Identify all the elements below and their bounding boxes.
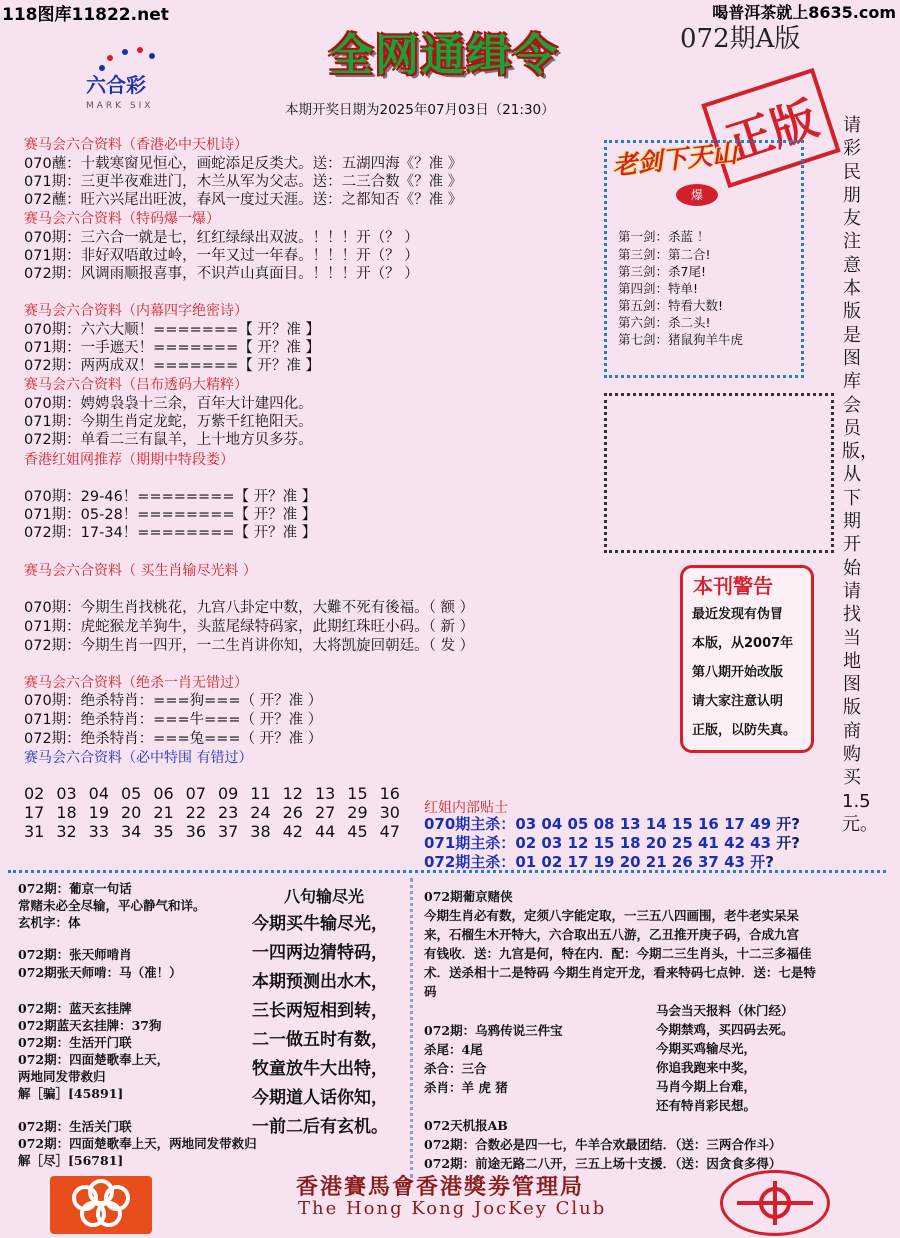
bottom-right-line: 072期：乌鸦传说三件宝	[424, 1023, 563, 1038]
logo-subtext: MARK SIX	[86, 101, 154, 111]
site-link-right[interactable]: 喝普洱茶就上8635.com	[712, 3, 896, 22]
hkjc-emblem-logo	[50, 1176, 152, 1234]
main-kill-row	[424, 815, 800, 834]
section-header: 香港红姐网推荐（期期中特段娄）	[24, 452, 234, 468]
number-cell: 27	[314, 803, 336, 822]
section-header: 赛马会六合资料（吕布透码大精粹）	[24, 377, 248, 393]
number-cell: 16	[379, 784, 400, 803]
number-cell: 05	[120, 784, 142, 803]
section-line: 072期：绝杀特肖：===兔===（ 开？准 ）	[24, 731, 323, 747]
special-header: 赛马会六合资料（必中特围 有错过）	[24, 750, 253, 766]
number-cell: 15	[347, 784, 368, 803]
number-cell: 36	[185, 822, 206, 841]
number-cell: 32	[56, 822, 77, 841]
main-kill-label: 070期主杀：	[424, 815, 516, 833]
section-line: 072期：今期生肖一四开，一二生肖讲你知，大将凯旋回朝廷。（ 发 ）	[24, 638, 475, 654]
number-cell: 02	[24, 784, 45, 803]
poem-line: 本期预测出水木，	[252, 972, 388, 992]
logo-text: 六合彩	[86, 73, 146, 97]
bottom-right-line: 有钱收．送：九宫是何，特在内．配：今期二三生肖头，十二三多福佳	[424, 946, 812, 961]
main-kill-label: 071期主杀：	[424, 834, 516, 852]
number-cell: 11	[250, 784, 271, 803]
lottery-board-logo	[720, 1170, 830, 1236]
draw-date: 本期开奖日期为2025年07月03日（21:30）	[285, 102, 555, 118]
warning-line: 本版，从2007年	[692, 636, 794, 651]
bottom-right-line: 072期：合数必是四一七，牛羊合欢最团结．（送：三两合作斗）	[424, 1137, 782, 1152]
bottom-left-line: 072期：生活开门联	[18, 1035, 132, 1050]
bottom-left-line: 072期：蓝天玄挂牌	[18, 1001, 132, 1016]
poem-line: 一四两边猜特码，	[252, 943, 388, 963]
bottom-right-line: 杀尾：4尾	[424, 1042, 483, 1057]
poem-title: 八句输尽光	[284, 887, 365, 906]
number-cell: 45	[347, 822, 368, 841]
section-line: 072期：17-34！========【 开？准 】	[24, 525, 317, 541]
poem-line: 二一做五时有数，	[252, 1030, 388, 1050]
section-line: 071期：非好双唔敢过岭，一年又过一年春。！！！开（？ ）	[24, 248, 419, 264]
bottom-right-line: 码	[424, 984, 437, 999]
number-cell: 34	[120, 822, 142, 841]
main-kill-title: 红姐内部贴士	[424, 800, 508, 816]
bottom-left-line: 玄机字：体	[18, 915, 81, 930]
bottom-right-line: 来，石榴生木开特大，六合取出五八游，乙丑推开庚子码，合成九宫	[424, 927, 800, 942]
bottom-left-line: 072期：四面楚歌奉上天，	[18, 1052, 170, 1067]
bottom-left-line: 解［骗］[45891]	[18, 1086, 124, 1101]
horse-report-line: 还有特肖彩民想。	[656, 1098, 757, 1113]
horse-report-line: 你追我跑来中奖，	[656, 1060, 757, 1075]
warning-title: 本刊警告	[693, 574, 773, 598]
bottom-left-line: 072期张天师啃：马（准！）	[18, 965, 182, 980]
poem-line: 一前二后有玄机。	[252, 1117, 388, 1137]
number-row	[24, 784, 400, 803]
main-kill-mark: 开?	[776, 834, 800, 852]
section-line: 071期：今期生肖定龙蛇，万紫千红艳阳天。	[24, 414, 313, 430]
section-line: 070期：29-46！========【 开？准 】	[24, 489, 317, 505]
sword-tip: 第六剑：杀二头!	[618, 315, 711, 330]
number-cell: 09	[217, 784, 239, 803]
panel-divider	[410, 878, 413, 1178]
official-stamp: 正版	[701, 68, 840, 188]
sword-tip: 第三剑：杀7尾!	[618, 264, 706, 279]
section-line: 072期：风调雨顺报喜事，不识芦山真面目。！！！开（？ ）	[24, 266, 419, 282]
bottom-right-line: 杀合：三合	[424, 1061, 487, 1076]
section-line: 070期：娉娉袅袅十三余，百年大计建四化。	[24, 396, 313, 412]
main-kill-row	[424, 834, 800, 853]
horse-report-title: 马会当天报料（休门经）	[656, 1003, 794, 1018]
section-line: 071期：05-28！========【 开？准 】	[24, 507, 317, 523]
bottom-right-line: 072期：前途无路二八开，三五上场十支援．（送：因贪食多得）	[424, 1156, 782, 1171]
poem-line: 牧童放牛大出特，	[252, 1059, 388, 1079]
number-cell: 42	[282, 822, 303, 841]
section-line: 072期：单看二三有鼠羊，上十地方贝多芬。	[24, 432, 313, 448]
poem-line: 今期买牛输尽光，	[252, 914, 388, 934]
sword-tips-title: 老剑下天山	[610, 138, 739, 181]
section-line: 072蘸：旺六兴尾出旺波，春风一度过天涯。送：之都知否《？准 》	[24, 192, 463, 208]
side-notice: 请彩民朋友注意本版是图库会员版，从下期开始请找当地图版商购买1.5元。	[842, 115, 878, 835]
footer-english-name: The Hong Kong JocKey Club	[298, 1198, 607, 1219]
number-row	[24, 803, 400, 822]
number-cell: 33	[88, 822, 110, 841]
sword-tip: 第四剑：特单!	[618, 281, 699, 296]
bottom-left-line: 072期：张天师啃肖	[18, 947, 132, 962]
warning-line: 最近发现有伪冒	[692, 607, 784, 622]
number-cell: 04	[88, 784, 110, 803]
bottom-right-line: 术．送杀相十二是特码 今期生肖定开龙，看来特码七点钟．送：七是特	[424, 965, 816, 980]
number-cell: 29	[347, 803, 368, 822]
number-cell: 26	[282, 803, 303, 822]
number-cell: 38	[250, 822, 271, 841]
sword-tip: 第七剑：猪鼠狗羊牛虎	[618, 332, 744, 347]
bottom-left-line: 072期：四面楚歌奉上天，两地同发带救归	[18, 1136, 257, 1151]
bottom-right-line: 今期生肖必有数，定须八字能定取，一三五八四画围，老牛老实呆呆	[424, 908, 800, 923]
warning-line: 请大家注意认明	[692, 694, 784, 709]
main-kill-label: 072期主杀：	[424, 853, 516, 871]
bottom-left-line: 072期：生活关门联	[18, 1119, 132, 1134]
bottom-left-line: 常赌未必全尽输，平心静气和详。	[18, 898, 206, 913]
number-cell: 31	[24, 822, 45, 841]
section-line: 070期：今期生肖找桃花，九宫八卦定中数，大難不死有後福。（ 额 ）	[24, 600, 475, 616]
section-line: 070期：绝杀特肖：===狗===（ 开？准 ）	[24, 693, 323, 709]
number-cell: 35	[153, 822, 174, 841]
bottom-right-line: 072期葡京赌侠	[424, 889, 513, 904]
section-line: 070蘸：十载寒窗见恒心，画蛇添足反类犬。送：五湖四海《？准 》	[24, 156, 463, 172]
number-grid	[24, 784, 400, 841]
number-cell: 17	[24, 803, 45, 822]
bottom-left-line: 072期：葡京一句话	[18, 881, 132, 896]
section-header: 赛马会六合资料（香港必中天机诗）	[24, 137, 248, 153]
sword-tip: 第一剑：杀蓝 ！	[618, 229, 710, 244]
poem-line: 今期道人话你知，	[252, 1088, 388, 1108]
section-header: 赛马会六合资料（特码爆一爆）	[24, 211, 220, 227]
section-line: 070期：六六大顺！=======【 开？准 】	[24, 322, 320, 338]
number-cell: 23	[217, 803, 239, 822]
number-cell: 12	[282, 784, 303, 803]
section-line: 071期：三更半夜难进门，木兰从军为父志。送：二三合数《？准 》	[24, 174, 463, 190]
number-cell: 03	[56, 784, 77, 803]
number-row	[24, 822, 400, 841]
main-kill-mark: 开?	[776, 815, 800, 833]
horse-report-line: 马肖今期上台难，	[656, 1079, 757, 1094]
main-kill-numbers: 02 03 12 15 18 20 25 41 42 43	[515, 834, 772, 852]
bottom-left-line: 解［尽］[56781]	[18, 1153, 124, 1168]
poem-line: 三长两短相到转，	[252, 1001, 388, 1021]
section-line: 070期：三六合一就是七，红红绿绿出双波。！！！开（？ ）	[24, 230, 419, 246]
number-cell: 22	[185, 803, 206, 822]
number-cell: 19	[88, 803, 110, 822]
number-cell: 18	[56, 803, 77, 822]
burst-badge: 爆	[676, 184, 718, 206]
bottom-left-line: 072期蓝天玄挂牌：37狗	[18, 1018, 162, 1033]
number-cell: 37	[217, 822, 239, 841]
section-line: 071期：绝杀特肖：===牛===（ 开？准 ）	[24, 712, 323, 728]
number-cell: 21	[153, 803, 174, 822]
site-link-left[interactable]: 118图库11822.net	[2, 5, 169, 25]
section-line: 072期：两两成双！=======【 开？准 】	[24, 358, 320, 374]
page-title: 全网通缉令	[329, 30, 559, 81]
mark-six-logo	[80, 46, 190, 114]
bottom-right-line: 杀肖：羊 虎 猪	[424, 1080, 508, 1095]
ad-placeholder-box	[604, 393, 834, 553]
footer-chinese-name: 香港賽馬會香港獎劵管理局	[296, 1174, 585, 1200]
horse-report-line: 今期买鸡输尽光，	[656, 1041, 757, 1056]
number-cell: 30	[379, 803, 400, 822]
number-cell: 06	[153, 784, 174, 803]
section-header: 赛马会六合资料（绝杀一肖无错过）	[24, 675, 248, 691]
warning-line: 第八期开始改版	[692, 665, 784, 680]
number-cell: 44	[314, 822, 336, 841]
bottom-left-line: 两地同发带救归	[18, 1069, 106, 1084]
section-line: 071期：一手遮天！=======【 开？准 】	[24, 340, 320, 356]
main-kill-numbers: 01 02 17 19 20 21 26 37 43 开	[515, 853, 766, 871]
sword-tip: 第三剑：第二合!	[618, 247, 711, 262]
bottom-right-line: 072天机报AB	[424, 1118, 508, 1133]
horse-report-line: 今期禁鸡，买四码去死。	[656, 1022, 794, 1037]
number-cell: 47	[379, 822, 400, 841]
number-cell: 20	[120, 803, 142, 822]
section-line: 071期：虎蛇猴龙羊狗牛，头蓝尾绿特码家，此期红珠旺小码。（ 新 ）	[24, 619, 475, 635]
main-kill-mark: ?	[765, 853, 774, 871]
section-header: 赛马会六合资料（ 买生肖输尽光料 ）	[24, 563, 257, 579]
sword-tip: 第五剑：特看大数!	[618, 298, 724, 313]
section-header: 赛马会六合资料（内幕四字绝密诗）	[24, 303, 248, 319]
number-cell: 24	[250, 803, 271, 822]
number-cell: 07	[185, 784, 206, 803]
number-cell: 13	[314, 784, 336, 803]
edition-label: 072期A版	[680, 24, 801, 54]
warning-line: 正版，以防失真。	[692, 723, 797, 738]
main-kill-numbers: 03 04 05 08 13 14 15 16 17 49	[515, 815, 772, 833]
